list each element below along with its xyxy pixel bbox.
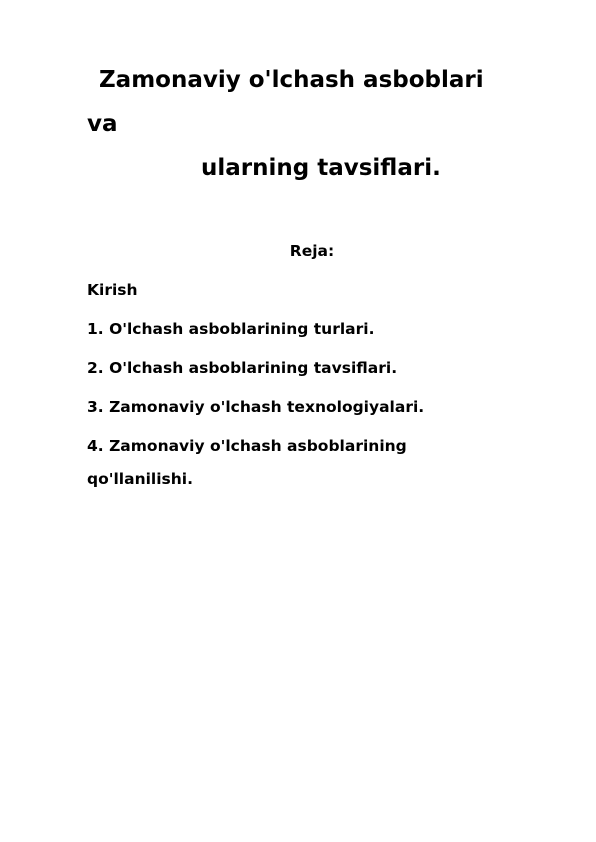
document-title xyxy=(87,58,527,190)
plan-heading: Reja: xyxy=(289,242,335,260)
toc-item-4: 4. Zamonaviy o'lchash asboblarining qo'llanilishi. xyxy=(87,437,407,488)
toc-item-3: 3. Zamonaviy o'lchash texnologiyalari. xyxy=(87,398,425,416)
title-line-1: Zamonaviy o'lchash asboblari xyxy=(99,67,484,93)
toc-item-intro: Kirish xyxy=(87,281,138,299)
toc-item-2: 2. O'lchash asboblarining tavsiflari. xyxy=(87,359,398,377)
title-line-2: va xyxy=(87,111,118,137)
toc-item-1: 1. O'lchash asboblarining turlari. xyxy=(87,320,375,338)
table-of-contents xyxy=(87,278,497,511)
title-line-3: ularning tavsiflari. xyxy=(201,155,441,181)
